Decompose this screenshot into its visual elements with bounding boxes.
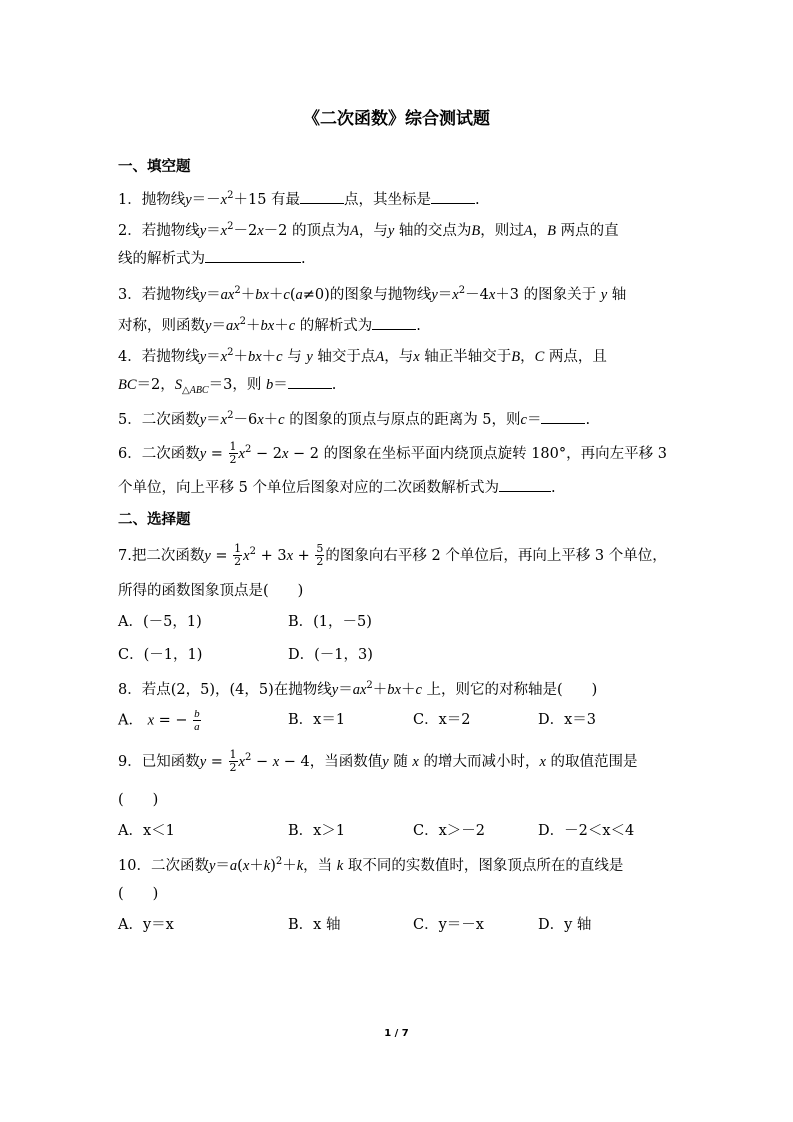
q10-option-b[interactable]: B．x 轴 <box>288 917 341 933</box>
question-6: 6．二次函数y = $\frac{1}{2}$ $x^2 - 2x - 2$ 的图象在坐标平面内绕顶点旋转 180°，再向左平移 3 <box>118 440 667 467</box>
q9-option-c[interactable]: C．x＞－2 <box>413 823 485 839</box>
q8-option-d[interactable]: D．x＝3 <box>538 712 597 728</box>
question-6-line2: 个单位，向上平移 5 个单位后图象对应的二次函数解析式为 . <box>118 477 678 498</box>
section-multiple-choice: 二、选择题 <box>118 512 191 528</box>
page-title: 《二次函数》综合测试题 <box>303 109 490 129</box>
q10-option-d[interactable]: D．y 轴 <box>538 917 592 933</box>
question-3: 3．若抛物线$y=ax^2+bx+c(a\ne 0)$的图象与抛物线$y=x^2-4x+3$ 的图象关于 y 轴 <box>118 285 627 303</box>
q7-option-d[interactable]: D．(－1，3) <box>288 647 373 663</box>
question-7: 7.把二次函数y = $\frac{1}{2}$ $x^2 + 3x$ + $\frac{5}{2}$ 的图象向右平移 2 个单位后，再向上平移 3 个单位， <box>118 542 667 569</box>
q8-option-a[interactable]: A． x = − $\frac{b}{a}$ <box>118 708 200 733</box>
question-3-line2: 对称，则函数$y=ax^2+bx+c$ 的解析式为 . <box>118 316 421 334</box>
question-5: 5．二次函数$y=x^2-6x+c$ 的图象的顶点与原点的距离为 5，则c＝ . <box>118 410 591 428</box>
question-2: 2．若抛物线$y=x^2-2x-2$ 的顶点为A，与y 轴的交点为B，则过A，B 两点的直 <box>118 221 619 239</box>
q9-option-d[interactable]: D．－2＜x＜4 <box>538 823 635 839</box>
q8-option-b[interactable]: B．x＝1 <box>288 712 346 728</box>
question-9: 9．已知函数y = $\frac{1}{2}$ $x^2 - x - 4$，当函数值y 随 x 的增大而减小时，x 的取值范围是 <box>118 748 638 775</box>
q7-option-a[interactable]: A．(－5，1) <box>118 614 202 630</box>
q10-option-c[interactable]: C．y＝－x <box>413 917 484 933</box>
q7-option-c[interactable]: C．(－1，1) <box>118 647 203 663</box>
q10-option-a[interactable]: A．y＝x <box>118 917 174 933</box>
question-1: 1．抛物线$y=-x^2+15$ 有最 点，其坐标是 . <box>118 190 480 208</box>
question-7-line2: 所得的函数图象顶点是( ) <box>118 583 304 599</box>
q9-option-b[interactable]: B．x＞1 <box>288 823 346 839</box>
question-4-line2: BC＝2，$S_{\triangle ABC}=3$，则 b＝ . <box>118 374 678 401</box>
question-10-line2: ( ) <box>118 886 159 902</box>
q8-option-c[interactable]: C．x＝2 <box>413 712 471 728</box>
q7-option-b[interactable]: B．(1，－5) <box>288 614 372 630</box>
question-10: 10．二次函数$y=a(x+k)^2+k$，当 k 取不同的实数值时，图象顶点所在的直线是 <box>118 856 624 874</box>
section-fill-blank: 一、填空题 <box>118 159 191 175</box>
question-2-line2: 线的解析式为 . <box>118 248 678 269</box>
page-number: 1 / 7 <box>384 1028 409 1039</box>
q9-option-a[interactable]: A．x＜1 <box>118 823 175 839</box>
question-9-line2: ( ) <box>118 792 159 808</box>
question-4: 4．若抛物线$y=x^2+bx+c$ 与 y 轴交于点A，与x 轴正半轴交于B，C 两点，且 <box>118 347 607 365</box>
question-8: 8．若点(2，5)，(4，5)在抛物线$y=ax^2+bx+c$ 上，则它的对称轴是( ) <box>118 680 598 698</box>
